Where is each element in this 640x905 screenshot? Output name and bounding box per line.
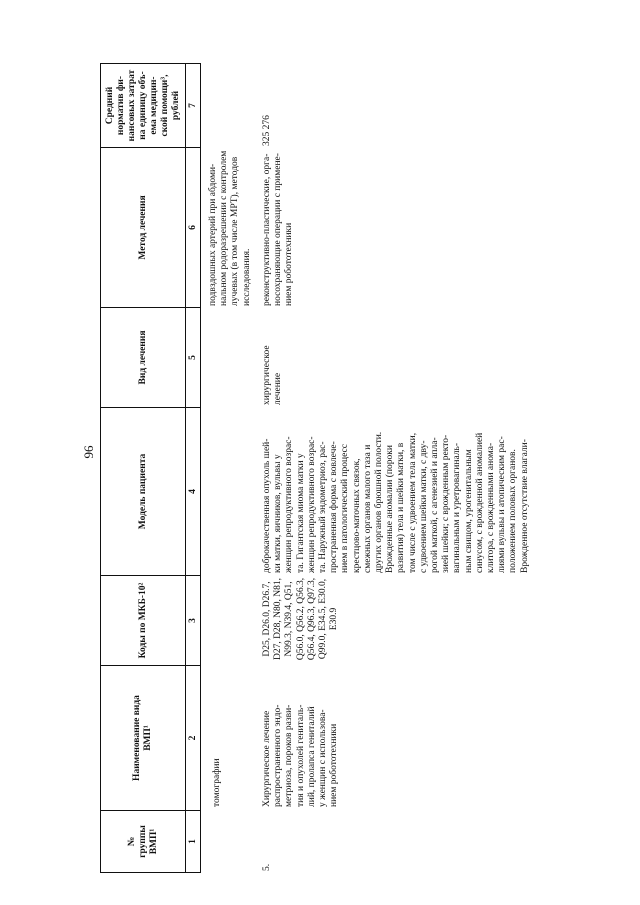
table-header <box>100 63 201 873</box>
column-number-1: 1 <box>186 811 201 873</box>
header-treatment-method: Метод лечения <box>101 148 186 308</box>
row-patient-model: доброкачественная опухоль шей- ки матки, яичников, вульвы у женщин репродуктивного возрас- та. Гигантская миома матки у женщин репродуктивного возрас- та. Наружный эндометриоз, рас- пространенная форма с вовлече- нием в патологический процесс крестцово-маточных связок, смежных органов малого таза и других органов брюшной полости. Врожденные аномалии (пороки развития) тела и шейки матки, в том числе с удвоением тела матки, с удвоением шейки матки, с дву- рогой маткой, с агенезией и апла- зией шейки; с врожденным ректо- вагинальным и уретровагиналь- ным свищом, урогенитальным синусом, с врожденной аномалией клитора, с врожденными анома- лиями вульвы и атопическим рас- положением половых органов. Врожденное отсутствие влагали- <box>262 431 530 573</box>
header-patient-model: Модель пациента <box>101 408 186 576</box>
row-cost: 325 276 <box>262 115 272 146</box>
column-number-3: 3 <box>186 576 201 666</box>
row-group-number: 5. <box>262 863 272 871</box>
header-treatment-type: Вид лечения <box>101 308 186 408</box>
header-group-number: № группы ВМП¹ <box>101 811 186 873</box>
column-number-4: 4 <box>186 408 201 576</box>
continuation-col2: томографии <box>212 758 222 807</box>
row-treatment-method: реконструктивно-пластические, орга- носохраняющие операции с примене- нием робототехники <box>262 153 295 306</box>
column-number-2: 2 <box>186 666 201 811</box>
row-vmp-name: Хирургическое лечение распространенного эндо- метриоза, пороков разви- тия и опухолей гениталь- лий, пролапса гениталий у женщин с использова- нием робототехники <box>262 704 340 807</box>
header-vmp-name: Наименование вида ВМП¹ <box>101 666 186 811</box>
column-number-5: 5 <box>186 308 201 408</box>
continuation-col6: подвздошных артерий при абдоми- нальном родоразрешении с контролем лучевых (в том числе МРТ), методов исследования. <box>208 150 252 306</box>
header-icd-codes: Коды по МКБ-10² <box>101 576 186 666</box>
header-cost: Средний норматив фи- нансовых затрат на единицу объ- ема медицин- ской помощи³, рублей <box>101 64 186 148</box>
column-number-6: 6 <box>186 148 201 308</box>
page-number: 96 <box>81 445 96 459</box>
row-icd-codes: D25, D26.0, D26.7, D27, D28, N80, N81, N99.3, N39.4, Q51, Q56.0, Q56.2, Q56.3, Q56.4, Q96.3, Q97.3, Q99.0, E34.5, E30.0, E30.9 <box>262 577 340 661</box>
column-number-7: 7 <box>186 64 201 148</box>
document-table-area <box>100 63 530 873</box>
row-treatment-type: хирургическое лечение <box>262 345 284 405</box>
